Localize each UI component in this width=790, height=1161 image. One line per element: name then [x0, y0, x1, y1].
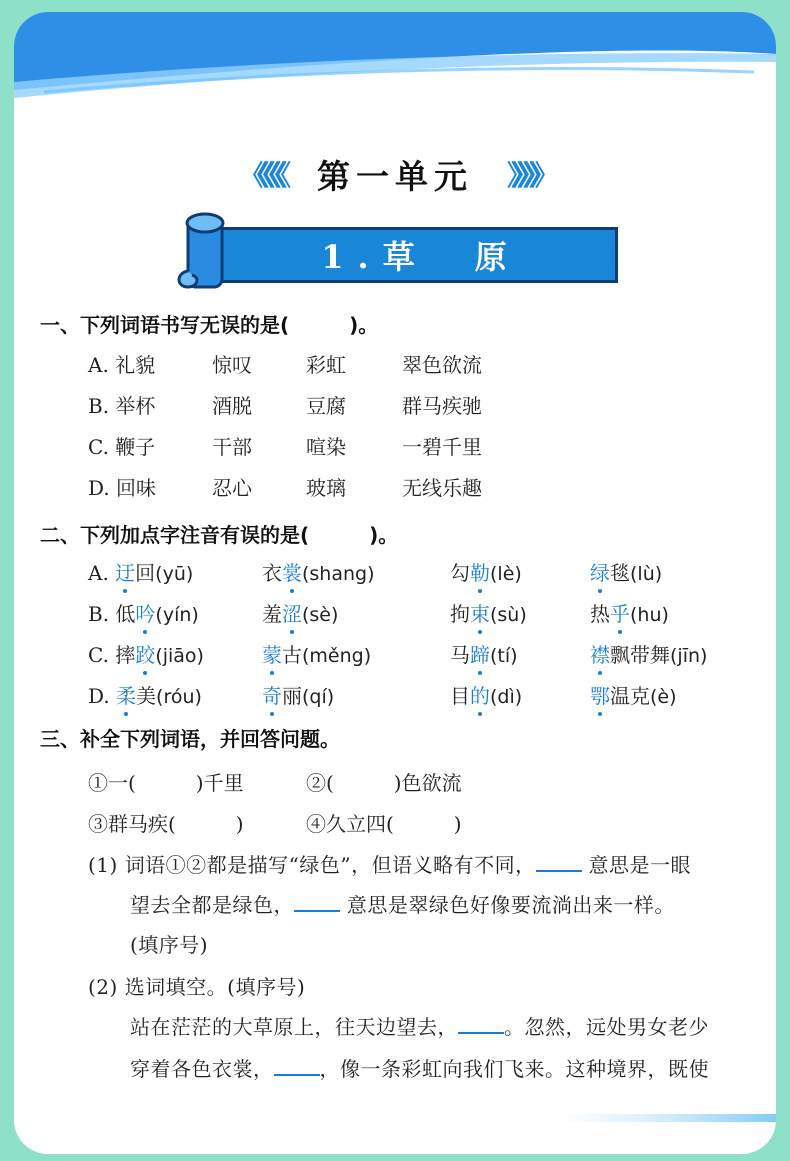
q2-text: 拘 [450, 602, 470, 626]
q2-text: 飘带舞 [610, 643, 670, 667]
q1-option-cell: D. 回味 [88, 476, 157, 500]
q3-sub1-line3: (填序号) [130, 933, 209, 957]
q2-pinyin: (róu) [156, 686, 202, 708]
q2-text: B. 低 [88, 602, 136, 626]
q2-pinyin: (lè) [490, 563, 522, 585]
q2-text: 丽 [282, 684, 302, 708]
q2-dotted-char: 鄂 [590, 680, 610, 709]
q2-option-cell [450, 557, 522, 586]
q2-dotted-char: 蒙 [262, 639, 282, 668]
right-chevrons-icon: 》》》》》 [507, 159, 552, 192]
answer-blank[interactable] [458, 1016, 504, 1034]
q3-sub1-text-d: 意思是翠绿色好像要流淌出来一样。 [346, 893, 675, 917]
q2-pinyin: (qí) [302, 686, 335, 708]
q1-option-cell: 干部 [212, 435, 252, 459]
answer-blank[interactable] [294, 894, 340, 912]
q3-para-text-a: 站在茫茫的大草原上，往天边望去， [130, 1015, 458, 1039]
q2-dotted-char: 涩 [282, 598, 302, 627]
scroll-icon [174, 211, 234, 291]
unit-title-text: 第一单元 [317, 156, 473, 196]
q2-option-cell [262, 598, 338, 627]
q1-option-cell: 惊叹 [212, 353, 252, 377]
bottom-streak-decoration [554, 1110, 776, 1126]
q2-dotted-char: 吟 [135, 598, 155, 627]
q3-para-text-c: 穿着各色衣裳， [130, 1057, 274, 1081]
answer-blank[interactable] [536, 854, 582, 872]
q1-option-cell: B. 举杯 [88, 394, 156, 418]
q2-option-cell [590, 598, 669, 627]
q3-sub1-text-c: 望去全都是绿色， [130, 893, 294, 917]
q3-para-line2 [130, 1053, 709, 1082]
q3-sub2-prompt: (2) 选词填空。(填序号) [88, 975, 306, 999]
q1-option-cell: 酒脱 [212, 394, 252, 418]
q3-para-line1 [130, 1011, 709, 1040]
q2-pinyin: (dì) [490, 686, 523, 708]
q2-text: 衣 [262, 561, 282, 585]
q2-pinyin: (měng) [302, 645, 372, 667]
lesson-title: 1.草 原 [321, 238, 521, 276]
q2-option-cell [450, 639, 518, 668]
q2-pinyin: (jiāo) [155, 645, 204, 667]
q2-dotted-char: 乎 [610, 598, 630, 627]
page [14, 12, 776, 1154]
q2-dotted-char: 勒 [470, 557, 490, 586]
q2-option-cell [590, 639, 707, 668]
q2-option-cell [262, 680, 334, 709]
q1-option-cell: 翠色欲流 [402, 353, 482, 377]
q2-text: A. [88, 561, 116, 585]
question-1-prompt: 一、下列词语书写无误的是( )。 [40, 313, 379, 337]
q2-option-cell [262, 639, 371, 668]
q3-sub1-text-b: 意思是一眼 [588, 853, 691, 877]
q2-text: 勾 [450, 561, 470, 585]
q2-dotted-char: 蹄 [470, 639, 490, 668]
q2-pinyin: (yū) [155, 563, 194, 585]
unit-title [14, 152, 776, 196]
q1-option-cell: 喧染 [306, 435, 346, 459]
answer-blank[interactable] [274, 1058, 320, 1076]
q1-option-cell: 玻璃 [306, 476, 346, 500]
q2-pinyin: (yín) [155, 604, 199, 626]
q3-para-text-d: ，像一条彩虹向我们飞来。这种境界，既使 [319, 1057, 709, 1081]
q2-pinyin: (lù) [630, 563, 663, 585]
q2-text: 毯 [610, 561, 630, 585]
lesson-banner [174, 207, 624, 297]
q3-sub1-line2 [130, 889, 675, 918]
q2-text: 马 [450, 643, 470, 667]
q1-option-cell: 彩虹 [306, 353, 346, 377]
q1-option-cell: 群马疾驰 [402, 394, 482, 418]
q2-pinyin: (jīn) [670, 645, 708, 667]
q3-item-3: ③群马疾( ) [88, 812, 244, 836]
q3-item-4: ④久立四( ) [306, 812, 462, 836]
q2-dotted-char: 迂 [115, 557, 135, 586]
q1-option-cell: A. 礼貌 [88, 353, 156, 377]
q2-text: 古 [282, 643, 302, 667]
q2-option-cell [450, 598, 527, 627]
q2-pinyin: (è) [650, 686, 677, 708]
q2-pinyin: (shang) [302, 563, 375, 585]
q3-item-2: ②( )色欲流 [306, 771, 462, 795]
q2-dotted-char: 跤 [135, 639, 155, 668]
q2-option-cell [450, 680, 522, 709]
question-2-prompt: 二、下列加点字注音有误的是( )。 [40, 523, 399, 547]
q1-option-cell: 忍心 [212, 476, 252, 500]
q2-pinyin: (hu) [630, 604, 669, 626]
q3-para-text-b: 。忽然，远处男女老少 [504, 1015, 709, 1039]
q2-dotted-char: 奇 [262, 680, 282, 709]
q2-dotted-char: 裳 [282, 557, 302, 586]
q2-text: 回 [135, 561, 156, 585]
left-chevrons-icon: 《《《《《 [238, 159, 283, 192]
q3-sub1-line1 [88, 849, 691, 878]
q2-text: 温克 [610, 684, 650, 708]
q2-option-cell [88, 639, 204, 668]
q2-text: 热 [590, 602, 610, 626]
q2-text: 美 [136, 684, 157, 708]
q2-text: D. [88, 684, 117, 708]
q2-dotted-char: 襟 [590, 639, 610, 668]
q2-pinyin: (sù) [490, 604, 527, 626]
q1-option-cell: 豆腐 [306, 394, 346, 418]
question-3-prompt: 三、补全下列词语，并回答问题。 [40, 727, 340, 751]
q2-dotted-char: 的 [470, 680, 490, 709]
q2-option-cell [262, 557, 375, 586]
q2-option-cell [88, 680, 202, 709]
q2-option-cell [88, 598, 199, 627]
q2-pinyin: (sè) [302, 604, 339, 626]
q2-option-cell [590, 557, 662, 586]
q2-dotted-char: 柔 [116, 680, 136, 709]
q2-text: 羞 [262, 602, 282, 626]
q1-option-cell: 一碧千里 [402, 435, 482, 459]
q2-dotted-char: 绿 [590, 557, 610, 586]
q1-option-cell: 无线乐趣 [402, 476, 482, 500]
q3-sub1-text-a: (1) 词语①②都是描写“绿色”，但语义略有不同， [88, 853, 536, 877]
lesson-bar [214, 227, 618, 283]
q2-dotted-char: 束 [470, 598, 490, 627]
q2-pinyin: (tí) [490, 645, 518, 667]
q2-text: C. 摔 [88, 643, 136, 667]
top-banner [14, 12, 776, 112]
q2-option-cell [88, 557, 193, 586]
q2-text: 目 [450, 684, 470, 708]
q3-item-1: ①一( )千里 [88, 771, 244, 795]
q2-option-cell [590, 680, 677, 709]
q1-option-cell: C. 鞭子 [88, 435, 156, 459]
